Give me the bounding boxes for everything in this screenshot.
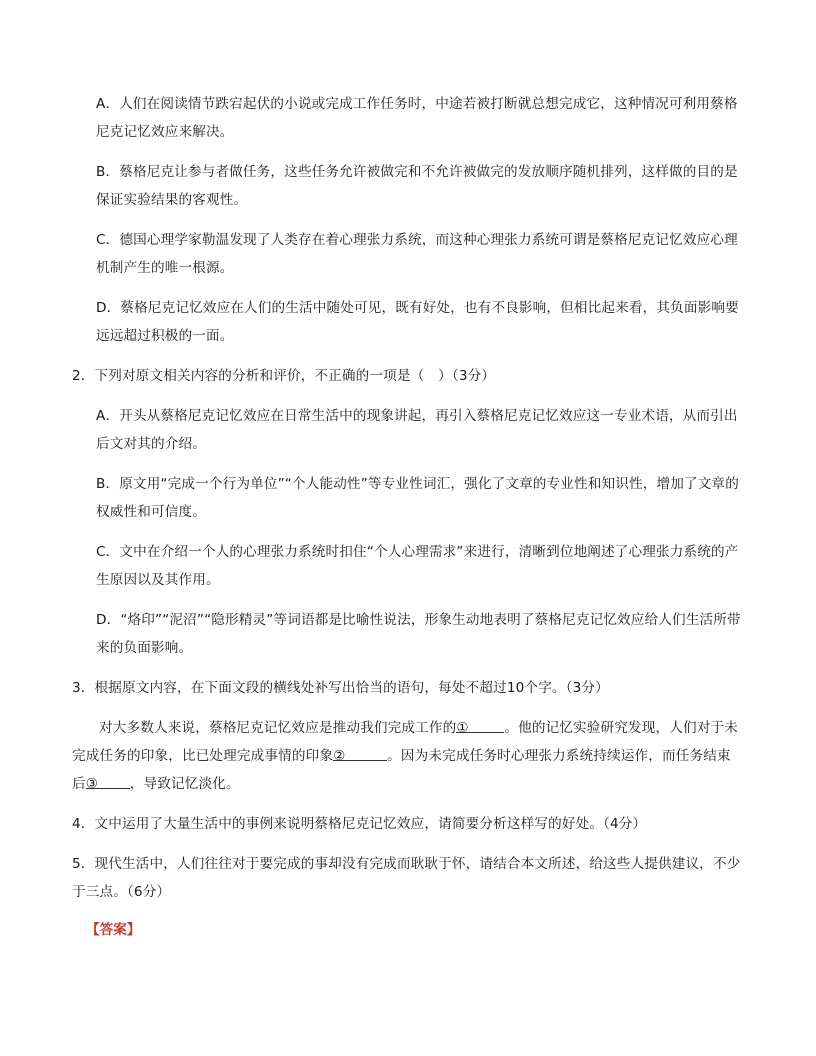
passage-text-1: 对大多数人来说，蔡格尼克记忆效应是推动我们完成工作的 — [99, 720, 457, 736]
passage-text-2: 。他的记忆实验研究发现，人们对于未完成任务的印象，比已处理完成事情的印象 — [72, 720, 738, 764]
question-4-stem: 4．文中运用了大量生活中的事例来说明蔡格尼克记忆效应，请简要分析这样写的好处。（4分） — [72, 816, 647, 832]
q2-option-d: D．“烙印”“泥沼”“隐形精灵”等词语都是比喻性说法，形象生动地表明了蔡格尼克记忆效应给人们生活所带来的负面影响。 — [96, 612, 741, 656]
blank-number-2: ② — [333, 748, 346, 764]
passage-text-4: ，导致记忆淡化。 — [129, 776, 240, 792]
question-3-passage — [72, 714, 742, 798]
question-2-stem: 2．下列对原文相关内容的分析和评价，不正确的一项是（ ）（3分） — [72, 368, 496, 384]
fill-blank-1[interactable] — [456, 714, 504, 736]
blank-number-1: ① — [456, 720, 469, 736]
q1-option-a: A．人们在阅读情节跌宕起伏的小说或完成工作任务时，中途若被打断就总想完成它，这种情况可利用蔡格尼克记忆效应来解决。 — [96, 96, 738, 140]
question-5-stem: 5．现代生活中，人们往往对于要完成的事却没有完成而耿耿于怀，请结合本文所述，给这些人提供建议，不少于三点。（6分） — [72, 856, 741, 900]
q1-option-d: D．蔡格尼克记忆效应在人们的生活中随处可见，既有好处，也有不良影响，但相比起来看，其负面影响要远远超过积极的一面。 — [96, 300, 739, 344]
q1-option-b: B．蔡格尼克让参与者做任务，这些任务允许被做完和不允许被做完的发放顺序随机排列，这样做的目的是保证实验结果的客观性。 — [96, 164, 738, 208]
q2-option-c: C．文中在介绍一个人的心理张力系统时扣住“个人心理需求”来进行，清晰到位地阐述了心理张力系统的产生原因以及其作用。 — [96, 544, 739, 588]
fill-blank-3[interactable] — [85, 770, 130, 792]
q2-option-a: A．开头从蔡格尼克记忆效应在日常生活中的现象讲起，再引入蔡格尼克记忆效应这一专业术语，从而引出后文对其的介绍。 — [96, 408, 738, 452]
q2-option-b: B．原文用“完成一个行为单位”“个人能动性”等专业性词汇，强化了文章的专业性和知识性，增加了文章的权威性和可信度。 — [96, 476, 739, 520]
fill-blank-2[interactable] — [333, 742, 387, 764]
question-3-stem: 3．根据原文内容，在下面文段的横线处补写出恰当的语句，每处不超过10个字。（3分） — [72, 680, 609, 696]
q1-option-c: C．德国心理学家勒温发现了人类存在着心理张力系统，而这种心理张力系统可谓是蔡格尼克记忆效应心理机制产生的唯一根源。 — [96, 232, 738, 276]
answer-label: 【答案】 — [86, 922, 141, 938]
blank-number-3: ③ — [85, 776, 99, 792]
passage-text-3: 。因为未完成任务时心理张力系统持续运作，而任务结束后 — [72, 748, 731, 792]
